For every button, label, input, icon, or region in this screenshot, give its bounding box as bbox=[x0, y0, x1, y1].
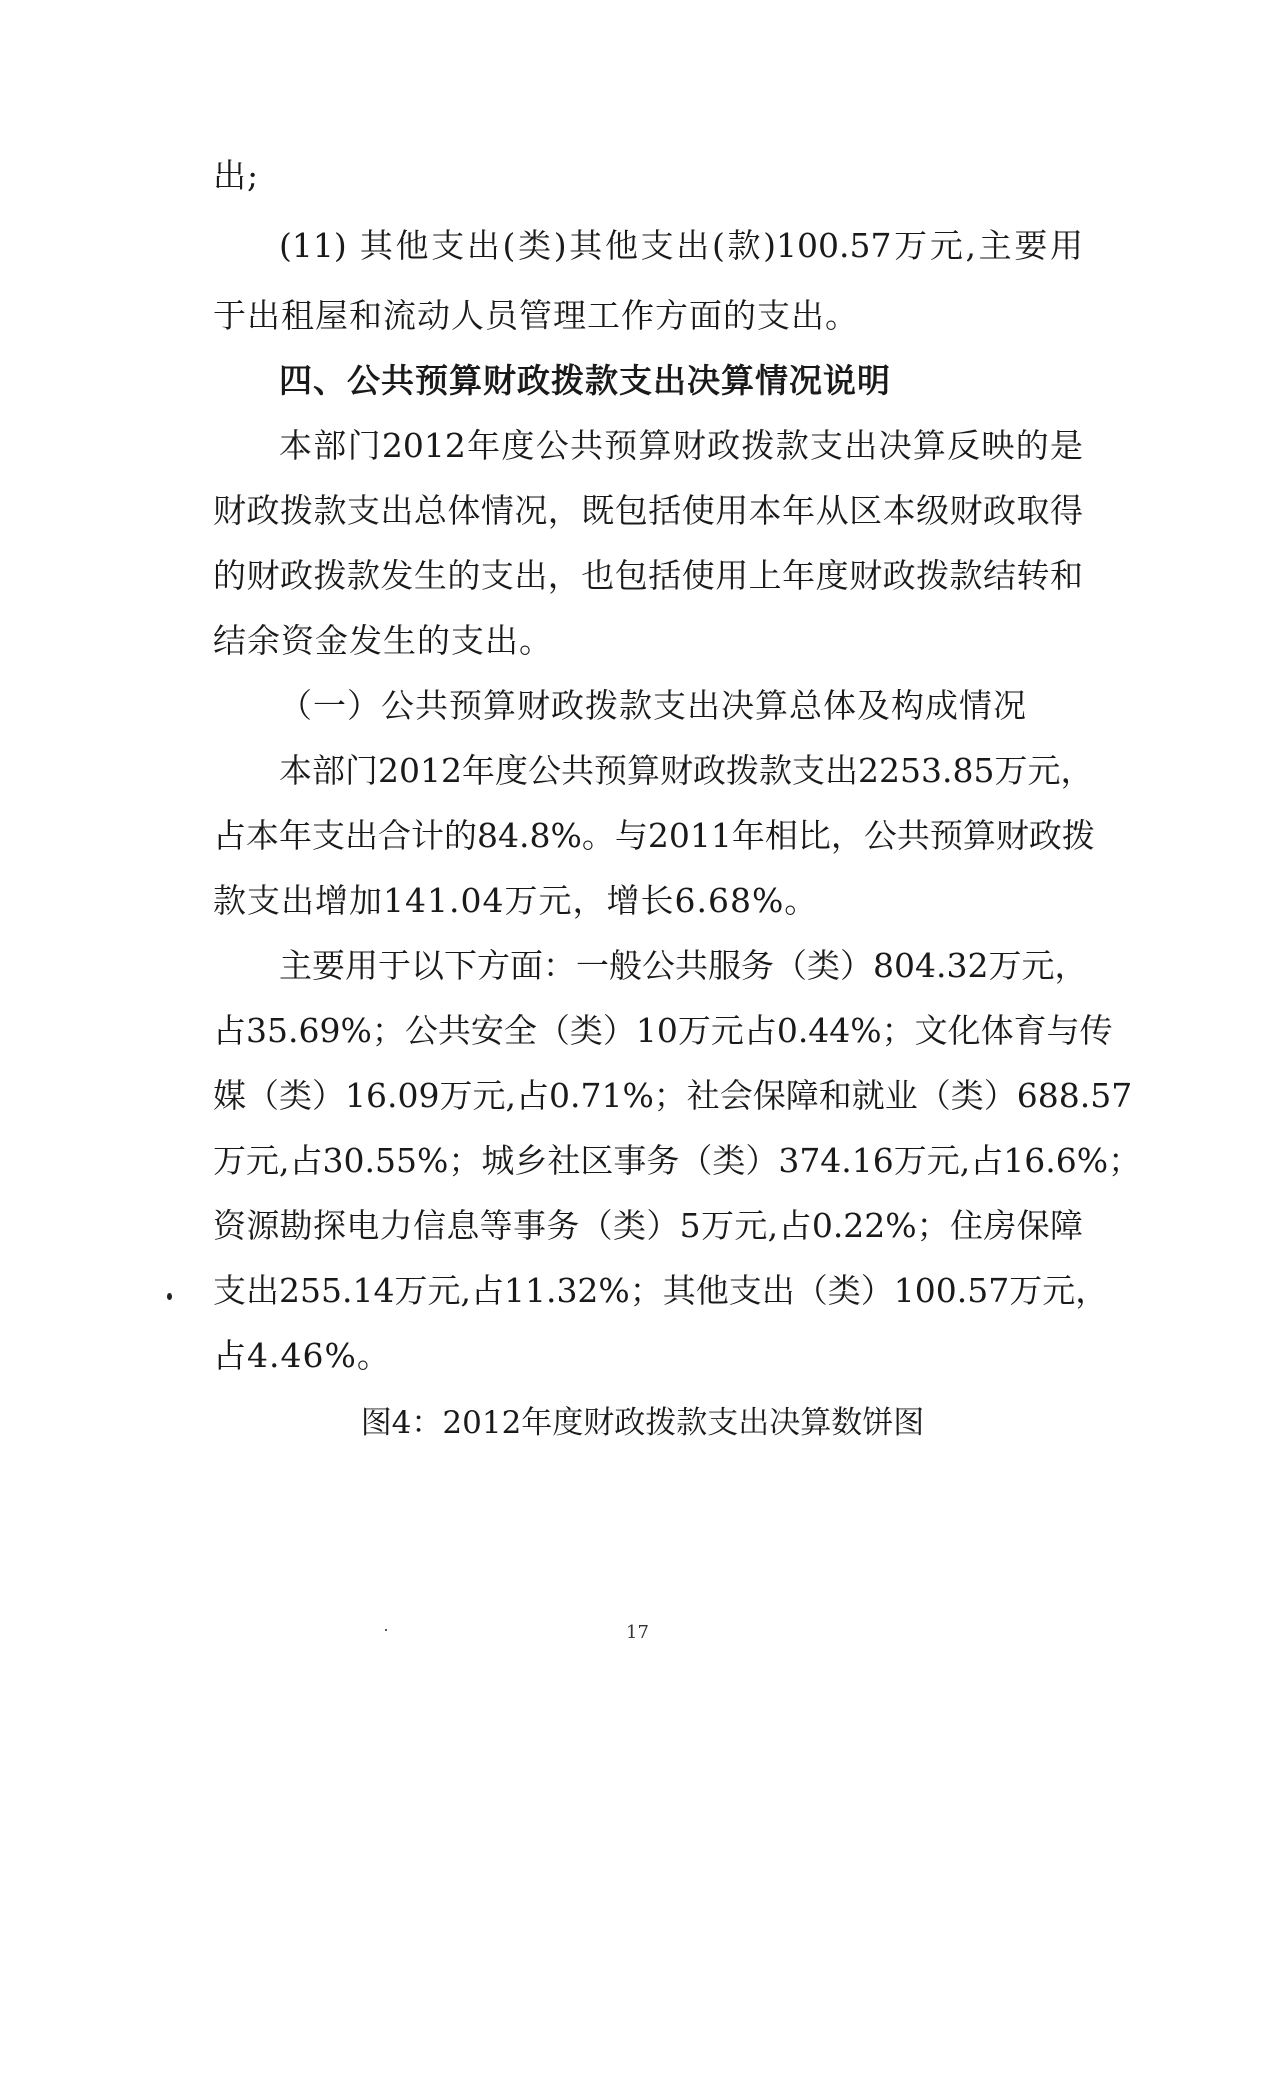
figure-caption: 图4：2012年度财政拨款支出决算数饼图 bbox=[360, 1405, 925, 1441]
text-line: 于出租屋和流动人员管理工作方面的支出。 bbox=[213, 296, 859, 335]
text-line: 结余资金发生的支出。 bbox=[213, 621, 553, 660]
text-line: 本部门2012年度公共预算财政拨款支出决算反映的是 bbox=[279, 426, 1083, 465]
text-line: 本部门2012年度公共预算财政拨款支出2253.85万元， bbox=[279, 751, 1094, 790]
scan-speck bbox=[167, 1293, 172, 1300]
text-line: (11) 其他支出(类)其他支出(款)100.57万元,主要用 bbox=[279, 226, 1083, 265]
scan-speck bbox=[385, 1629, 387, 1631]
subsection-heading: （一）公共预算财政拨款支出决算总体及构成情况 bbox=[279, 686, 1027, 725]
section-heading: 四、公共预算财政拨款支出决算情况说明 bbox=[279, 361, 891, 400]
text-line: 的财政拨款发生的支出，也包括使用上年度财政拨款结转和 bbox=[213, 556, 1083, 595]
page-number: 17 bbox=[626, 1622, 649, 1643]
text-line: 支出255.14万元,占11.32%；其他支出（类）100.57万元， bbox=[213, 1271, 1109, 1310]
text-line: 占本年支出合计的84.8%。与2011年相比，公共预算财政拨 bbox=[213, 816, 1095, 855]
text-line: 款支出增加141.04万元，增长6.68%。 bbox=[213, 881, 819, 920]
text-line: 资源勘探电力信息等事务（类）5万元,占0.22%；住房保障 bbox=[213, 1206, 1083, 1245]
text-line: 占4.46%。 bbox=[213, 1336, 391, 1375]
text-line: 出; bbox=[213, 156, 260, 195]
text-line: 万元,占30.55%；城乡社区事务（类）374.16万元,占16.6%； bbox=[213, 1141, 1142, 1180]
text-line: 占35.69%；公共安全（类）10万元占0.44%；文化体育与传 bbox=[213, 1011, 1113, 1050]
text-line: 媒（类）16.09万元,占0.71%；社会保障和就业（类）688.57 bbox=[213, 1076, 1133, 1115]
text-line: 财政拨款支出总体情况，既包括使用本年从区本级财政取得 bbox=[213, 491, 1083, 530]
text-line: 主要用于以下方面：一般公共服务（类）804.32万元， bbox=[279, 946, 1088, 985]
